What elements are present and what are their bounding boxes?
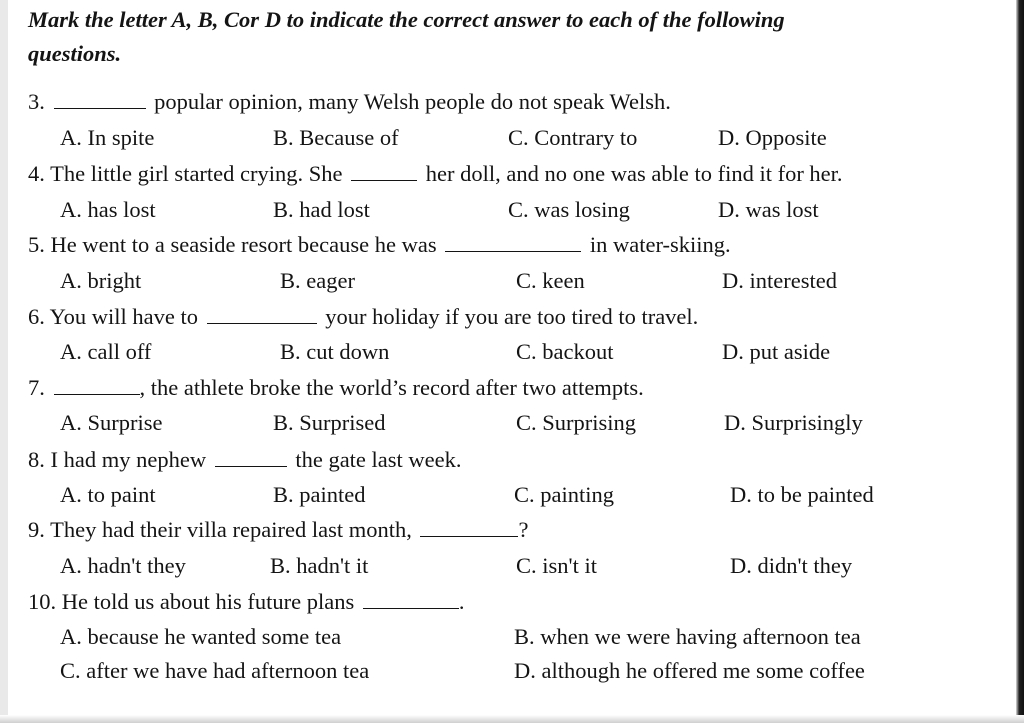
option-d: D. interested [722, 268, 837, 293]
answer-blank [207, 305, 317, 324]
option-a: A. In spite [60, 125, 155, 150]
option-c: C. painting [514, 482, 614, 507]
option-a: A. bright [60, 268, 142, 293]
instructions-line-1: Mark the letter A, B, Cor D to indicate the correct answer to each of the following [28, 7, 785, 32]
question-text-before: The little girl started crying. She [50, 161, 343, 186]
option-c: C. keen [516, 268, 585, 293]
option-b: B. hadn't it [270, 553, 369, 578]
question-number: 9. [28, 517, 45, 542]
question-text-after: in water-skiing. [589, 232, 731, 257]
right-border [1016, 0, 1024, 723]
instructions-line-2: questions. [28, 41, 122, 66]
question-9 [28, 516, 528, 544]
question-10 [28, 588, 464, 616]
option-a: A. Surprise [60, 410, 163, 435]
question-number: 10. [28, 589, 57, 614]
question-5 [28, 231, 731, 259]
option-d: D. was lost [718, 197, 819, 222]
option-b: B. cut down [280, 339, 390, 364]
question-4 [28, 160, 843, 188]
left-margin [0, 0, 8, 723]
question-text-before: He told us about his future plans [61, 589, 355, 614]
question-7 [28, 374, 644, 402]
option-a: A. to paint [60, 482, 156, 507]
option-d: D. to be painted [730, 482, 874, 507]
option-b: B. painted [273, 482, 366, 507]
question-8 [28, 446, 462, 474]
question-text-before: I had my nephew [50, 447, 207, 472]
question-number: 3. [28, 89, 45, 114]
question-text-before: He went to a seaside resort because he was [50, 232, 437, 257]
option-a: A. hadn't they [60, 553, 186, 578]
option-d: D. didn't they [730, 553, 853, 578]
question-text-after: your holiday if you are too tired to travel. [325, 304, 699, 329]
question-text-before: They had their villa repaired last month, [50, 517, 412, 542]
option-c: C. backout [516, 339, 614, 364]
option-b: B. Because of [273, 125, 399, 150]
answer-blank [420, 518, 518, 537]
question-text-before: You will have to [49, 304, 199, 329]
answer-blank [54, 376, 140, 395]
question-text-after: popular opinion, many Welsh people do not speak Welsh. [154, 89, 671, 114]
answer-blank [445, 233, 581, 252]
option-a: A. because he wanted some tea [60, 624, 342, 649]
option-d: D. put aside [722, 339, 831, 364]
option-d: D. Opposite [718, 125, 827, 150]
option-c: C. isn't it [516, 553, 597, 578]
question-number: 7. [28, 375, 45, 400]
option-b: B. Surprised [273, 410, 386, 435]
answer-blank [54, 90, 146, 109]
answer-blank [215, 448, 287, 467]
option-c: C. was losing [508, 197, 630, 222]
option-d: D. Surprisingly [724, 410, 863, 435]
question-number: 8. [28, 447, 45, 472]
option-d: D. although he offered me some coffee [514, 658, 865, 683]
question-number: 5. [28, 232, 45, 257]
option-b: B. had lost [273, 197, 370, 222]
question-6 [28, 303, 698, 331]
option-c: C. Contrary to [508, 125, 638, 150]
option-a: A. call off [60, 339, 152, 364]
question-text-after: . [458, 589, 465, 614]
question-text-after: ? [518, 517, 529, 542]
question-number: 6. [28, 304, 45, 329]
worksheet-page [8, 0, 1016, 723]
question-text-after: her doll, and no one was able to find it for her. [425, 161, 843, 186]
option-a: A. has lost [60, 197, 156, 222]
answer-blank [363, 590, 459, 609]
answer-blank [351, 162, 417, 181]
question-number: 4. [28, 161, 45, 186]
bottom-edge [0, 715, 1024, 723]
question-3 [28, 88, 671, 116]
question-text-after: , the athlete broke the world’s record after two attempts. [139, 375, 644, 400]
option-b: B. when we were having afternoon tea [514, 624, 861, 649]
question-text-after: the gate last week. [295, 447, 462, 472]
option-c: C. after we have had afternoon tea [60, 658, 370, 683]
option-c: C. Surprising [516, 410, 637, 435]
option-b: B. eager [280, 268, 355, 293]
